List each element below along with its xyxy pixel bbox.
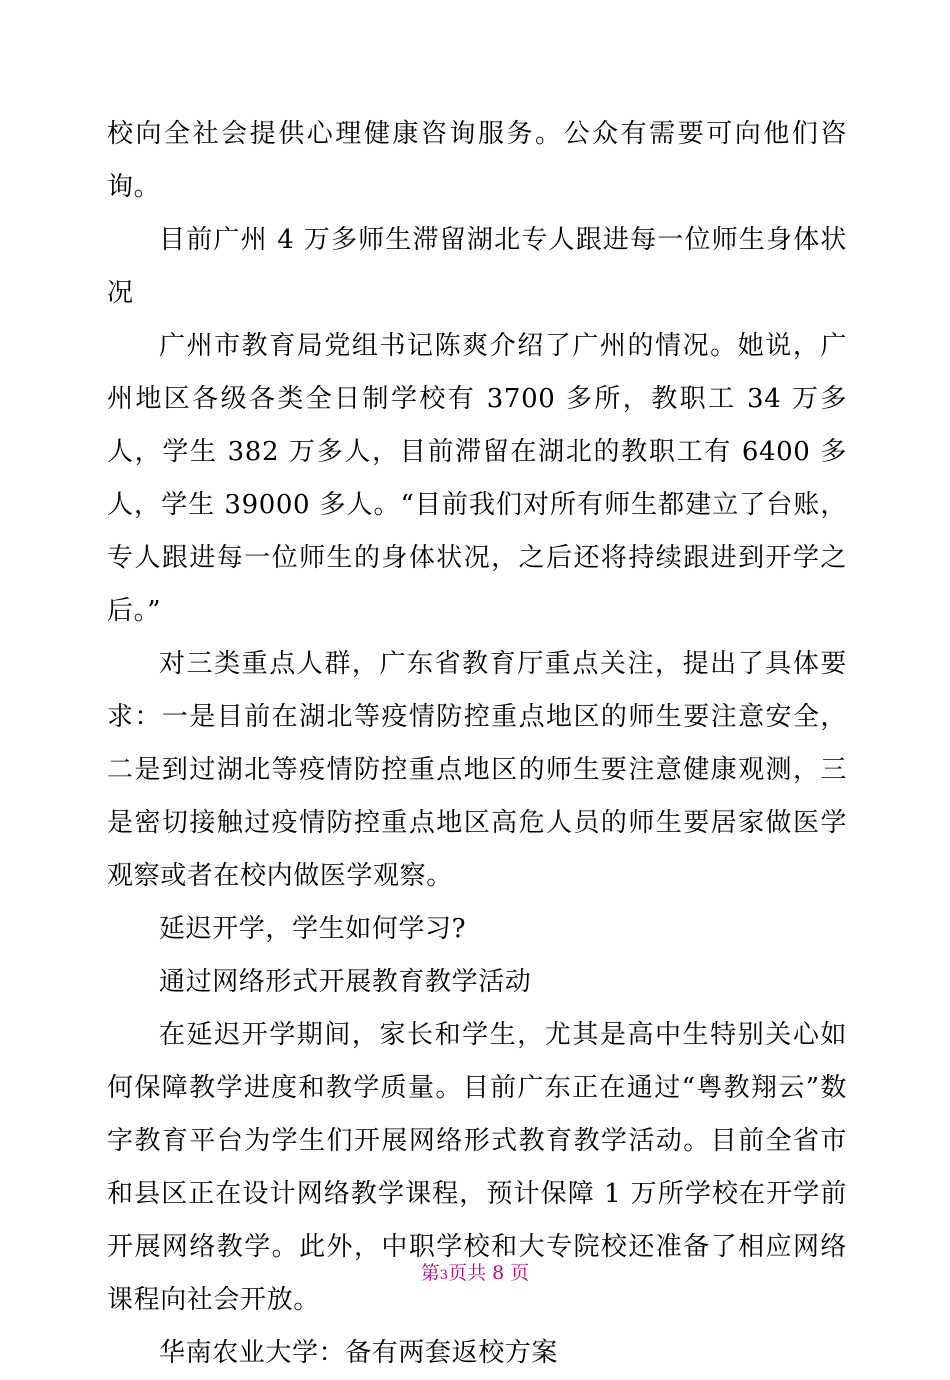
section-heading-scau: 华南农业大学：备有两套返校方案 xyxy=(159,1338,559,1368)
footer-current-page: 3 xyxy=(439,1268,449,1283)
section-subheading-online: 通过网络形式开展教育教学活动 xyxy=(159,967,532,997)
paragraph-guangzhou-stats: 广州市教育局党组书记陈爽介绍了广州的情况。她说，广州地区各级各类全日制学校有 3700 多所，教职工 34 万多人，学生 382 万多人，目前滞留在湖北的教职工有 6400 多人，学生 39000 多人。“目前我们对所有师生都建立了台账，专人跟进每一位师生的身体状况，之后还将持续跟进到开学之后。” xyxy=(107,331,847,626)
document-body xyxy=(107,108,847,1380)
paragraph-online-teaching: 在延迟开学期间，家长和学生，尤其是高中生特别关心如何保障教学进度和教学质量。目前广东正在通过“粤教翔云”数字教育平台为学生们开展网络形式教育教学活动。目前全省市和县区正在设计网络教学课程，预计保障 1 万所学校在开学前开展网络教学。此外，中职学校和大专院校还准备了相应网络课程向社会开放。 xyxy=(107,1020,847,1315)
paragraph-key-groups: 对三类重点人群，广东省教育厅重点关注，提出了具体要求：一是目前在湖北等疫情防控重点地区的师生要注意安全，二是到过湖北等疫情防控重点地区的师生要注意健康观测，三是密切接触过疫情防控重点地区高危人员的师生要居家做医学观察或者在校内做医学观察。 xyxy=(107,649,847,891)
section-heading-study: 延迟开学，学生如何学习? xyxy=(159,914,467,944)
paragraph-continuation: 校向全社会提供心理健康咨询服务。公众有需要可向他们咨询。 xyxy=(107,119,847,202)
footer-total: 页共 8 页 xyxy=(448,1262,530,1284)
footer-prefix: 第 xyxy=(420,1262,440,1284)
page-footer xyxy=(0,1258,950,1285)
section-heading-guangzhou: 目前广州 4 万多师生滞留湖北专人跟进每一位师生身体状况 xyxy=(107,225,847,308)
